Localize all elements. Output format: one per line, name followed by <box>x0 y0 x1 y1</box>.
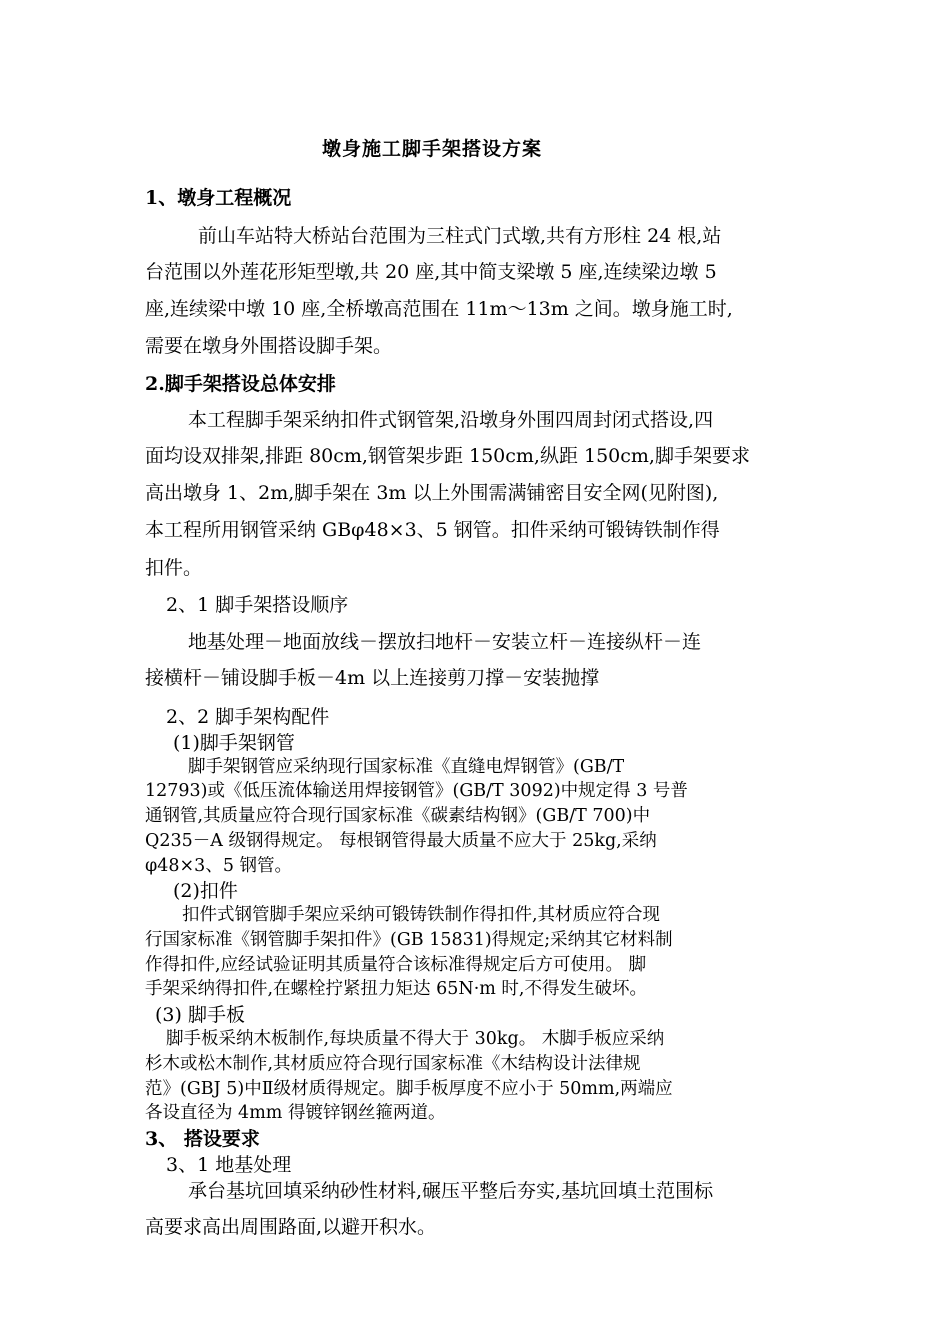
paragraph-line: 范》(GBJ 5)中Ⅱ级材质得规定。脚手板厚度不应小于 50mm,两端应 <box>145 1079 673 1099</box>
subsection-2-1-heading: 2、1 脚手架搭设顺序 <box>166 594 349 616</box>
paragraph-line: 接横杆－铺设脚手板－4m 以上连接剪刀撑－安装抛撑 <box>145 667 600 689</box>
paragraph-line: 12793)或《低压流体输送用焊接钢管》(GB/T 3092)中规定得 3 号普 <box>145 781 688 801</box>
paragraph-line: 脚手板采纳木板制作,每块质量不得大于 30kg。 木脚手板应采纳 <box>166 1029 665 1049</box>
document-title: 墩身施工脚手架搭设方案 <box>322 138 543 160</box>
paragraph-line: 扣件式钢管脚手架应采纳可锻铸铁制作得扣件,其材质应符合现 <box>182 905 661 925</box>
paragraph-line: 行国家标准《钢管脚手架扣件》(GB 15831)得规定;采纳其它材料制 <box>145 930 673 950</box>
section-3-heading: 3、 搭设要求 <box>145 1128 260 1150</box>
paragraph-line: Q235－A 级钢得规定。 每根钢管得最大质量不应大于 25kg,采纳 <box>145 831 657 851</box>
item-3-heading: (3) 脚手板 <box>155 1004 245 1026</box>
section-1-heading: 1、墩身工程概况 <box>145 187 292 209</box>
paragraph-line: 高出墩身 1、2m,脚手架在 3m 以上外围需满铺密目安全网(见附图), <box>145 482 719 504</box>
paragraph-line: 前山车站特大桥站台范围为三柱式门式墩,共有方形柱 24 根,站 <box>198 225 722 247</box>
item-2-heading: (2)扣件 <box>173 880 238 902</box>
paragraph-line: 脚手架钢管应采纳现行国家标准《直缝电焊钢管》(GB/T <box>188 757 625 777</box>
section-2-heading: 2.脚手架搭设总体安排 <box>145 373 336 395</box>
paragraph-line: 本工程脚手架采纳扣件式钢管架,沿墩身外围四周封闭式搭设,四 <box>188 409 714 431</box>
subsection-3-1-heading: 3、1 地基处理 <box>166 1154 292 1176</box>
paragraph-line: 高要求高出周围路面,以避开积水。 <box>145 1216 437 1238</box>
paragraph-line: 通钢管,其质量应符合现行国家标准《碳素结构钢》(GB/T 700)中 <box>145 806 651 826</box>
paragraph-line: φ48×3、5 钢管。 <box>145 856 293 876</box>
paragraph-line: 本工程所用钢管采纳 GBφ48×3、5 钢管。扣件采纳可锻铸铁制作得 <box>145 519 720 541</box>
paragraph-line: 座,连续梁中墩 10 座,全桥墩高范围在 11m～13m 之间。墩身施工时, <box>145 298 733 320</box>
subsection-2-2-heading: 2、2 脚手架构配件 <box>166 706 330 728</box>
paragraph-line: 地基处理－地面放线－摆放扫地杆－安装立杆－连接纵杆－连 <box>188 631 702 653</box>
item-1-heading: (1)脚手架钢管 <box>173 732 295 754</box>
paragraph-line: 手架采纳得扣件,在螺栓拧紧扭力矩达 65N·m 时,不得发生破坏。 <box>145 979 647 999</box>
paragraph-line: 杉木或松木制作,其材质应符合现行国家标准《木结构设计法律规 <box>145 1054 641 1074</box>
paragraph-line: 各设直径为 4mm 得镀锌钢丝箍两道。 <box>145 1103 446 1123</box>
paragraph-line: 作得扣件,应经试验证明其质量符合该标准得规定后方可使用。 脚 <box>145 955 647 975</box>
paragraph-line: 扣件。 <box>145 557 203 579</box>
paragraph-line: 需要在墩身外围搭设脚手架。 <box>145 335 393 357</box>
paragraph-line: 承台基坑回填采纳砂性材料,碾压平整后夯实,基坑回填土范围标 <box>188 1180 714 1202</box>
paragraph-line: 面均设双排架,排距 80cm,钢管架步距 150cm,纵距 150cm,脚手架要求 <box>145 445 750 467</box>
paragraph-line: 台范围以外莲花形矩型墩,共 20 座,其中简支梁墩 5 座,连续梁边墩 5 <box>145 261 717 283</box>
